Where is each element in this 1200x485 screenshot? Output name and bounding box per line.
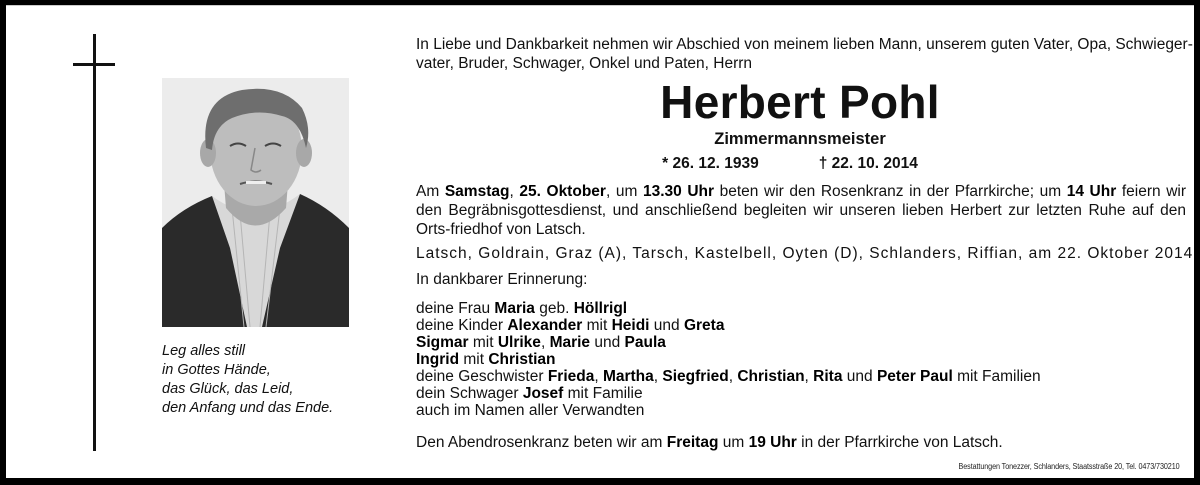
text: Den Abendrosenkranz beten wir am — [416, 434, 667, 451]
name: Christian — [488, 351, 556, 368]
deceased-name: Herbert Pohl — [660, 76, 940, 128]
family-siblings — [416, 368, 1194, 385]
text: mit Familien — [952, 368, 1041, 385]
service-time: 14 Uhr — [1066, 183, 1117, 200]
birth-date: * 26. 12. 1939 — [662, 155, 759, 172]
text: geb. — [534, 300, 574, 317]
rosary-time: 19 Uhr — [748, 434, 797, 451]
name: Maria — [494, 300, 535, 317]
text: , — [540, 334, 550, 351]
text: deine Kinder — [416, 317, 508, 334]
obituary-notice — [6, 5, 1194, 478]
family-wife — [416, 300, 1194, 317]
cross-icon — [93, 34, 96, 451]
name: Sigmar — [416, 334, 469, 351]
cross-icon-bar — [73, 63, 115, 66]
name: Josef — [522, 385, 564, 402]
name: Christian — [737, 368, 805, 385]
text: und — [842, 368, 877, 385]
text: , — [594, 368, 603, 385]
text: um — [718, 434, 749, 451]
text: mit Familie — [563, 385, 643, 402]
text: , um — [605, 183, 643, 200]
text: und — [590, 334, 625, 351]
family-brother-in-law — [416, 385, 1194, 402]
name: Paula — [624, 334, 666, 351]
intro-line: vater, Bruder, Schwager, Onkel und Paten, Herrn — [416, 55, 753, 72]
name: Ulrike — [497, 334, 541, 351]
text: deine Geschwister — [416, 368, 548, 385]
evening-rosary — [416, 433, 1194, 452]
name: Frieda — [547, 368, 595, 385]
name: Höllrigl — [573, 300, 628, 317]
life-dates — [386, 154, 1194, 174]
text: , — [653, 368, 663, 385]
text: , — [509, 183, 520, 200]
name: Martha — [602, 368, 654, 385]
verse-line: Leg alles still — [162, 343, 246, 359]
text: mit — [468, 334, 498, 351]
death-date: † 22. 10. 2014 — [818, 155, 918, 172]
intro-line: In Liebe und Dankbarkeit nehmen wir Abschied von meinem lieben Mann, unserem guten Vater, Opa, Schwieger- — [416, 36, 1193, 53]
text: deine Frau — [416, 300, 495, 317]
memorial-verse — [162, 342, 382, 418]
name: Heidi — [611, 317, 650, 334]
text: Am — [416, 183, 445, 200]
rosary-day: Freitag — [666, 434, 719, 451]
name: Siegfried — [662, 368, 729, 385]
text: beten wir den Rosenkranz in der Pfarrkirche; um — [714, 183, 1067, 200]
family-children — [416, 317, 1194, 334]
name: Marie — [549, 334, 591, 351]
rosary-time: 13.30 Uhr — [642, 183, 715, 200]
name: Alexander — [507, 317, 583, 334]
text: mit — [459, 351, 489, 368]
funeral-home-credit: Bestattungen Tonezzer, Schlanders, Staatsstraße 20, Tel. 0473/730210 — [959, 462, 1180, 471]
text: , — [804, 368, 814, 385]
text: in der Pfarrkirche von Latsch. — [796, 434, 1003, 451]
family-list — [416, 300, 1194, 419]
funeral-day: Samstag — [444, 183, 510, 200]
places-and-date: Latsch, Goldrain, Graz (A), Tarsch, Kastelbell, Oyten (D), Schlanders, Riffian, am 22. Oktober 2014 — [416, 245, 1194, 262]
intro-text — [416, 35, 1193, 73]
verse-line: den Anfang und das Ende. — [162, 400, 334, 416]
text: feiern wir den Begräbnisgottesdienst, und anschließend begleiten wir unseren lieben Herbert zur letzten Ruhe auf den Orts-friedhof von Latsch. — [416, 183, 1186, 238]
name: Ingrid — [416, 351, 460, 368]
text: mit — [582, 317, 612, 334]
text: , — [728, 368, 738, 385]
profession: Zimmermannsmeister — [714, 130, 886, 148]
notice-content — [416, 35, 1194, 452]
name: Greta — [683, 317, 725, 334]
family-relatives: auch im Namen aller Verwandten — [416, 402, 645, 419]
funeral-date: 25. Oktober — [519, 183, 606, 200]
verse-line: in Gottes Hände, — [162, 362, 271, 378]
verse-line: das Glück, das Leid, — [162, 381, 294, 397]
portrait-photo — [162, 78, 349, 327]
name: Peter Paul — [876, 368, 953, 385]
name: Rita — [813, 368, 843, 385]
family-ingrid — [416, 351, 1194, 368]
family-sigmar — [416, 334, 1194, 351]
funeral-details — [416, 182, 1186, 239]
text: dein Schwager — [416, 385, 523, 402]
gratitude-heading: In dankbarer Erinnerung: — [416, 271, 588, 288]
text: und — [649, 317, 684, 334]
